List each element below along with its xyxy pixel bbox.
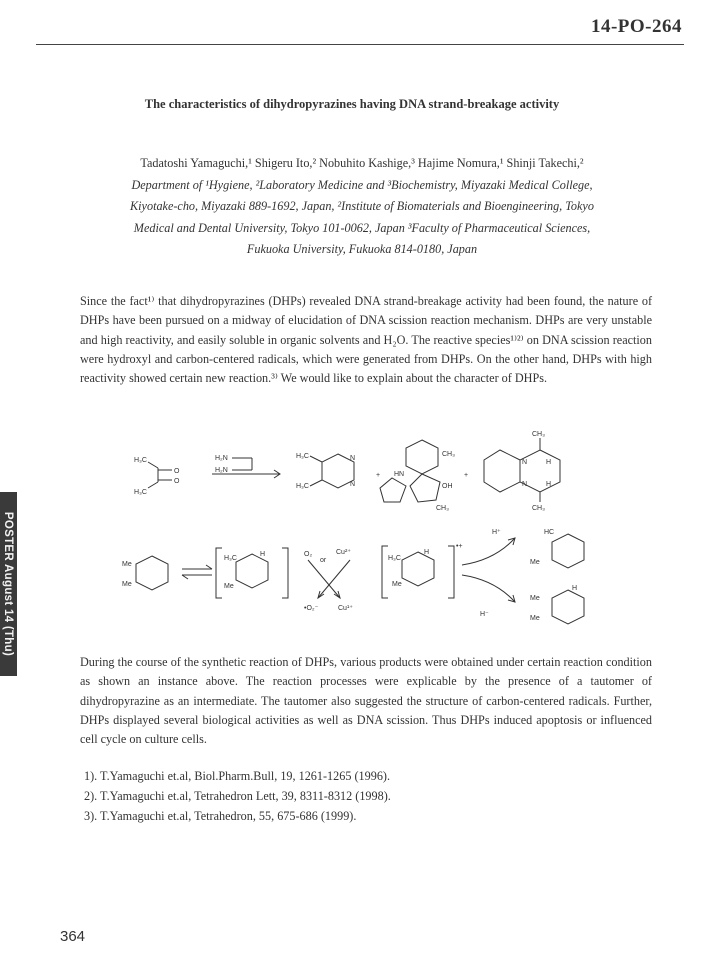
label-h3c: H₃C (296, 483, 309, 490)
reference-item: 2). T.Yamaguchi et.al, Tetrahedron Lett, 39, 8311-8312 (1998). (84, 788, 391, 803)
intro-paragraph: Since the fact¹⁾ that dihydropyrazines (DHPs) revealed DNA strand-breakage activity had been found, the nature of DHPs have been pursued on a midway of elucidation of DNA scission reaction mechanism. DHPs are very unstable and high reactivity, and easily soluble in organic solvents and H₂O. The reactive species¹⁾²⁾ on DNA scission reaction were hydroxyl and carbon-centered radicals, which were generated from DHPs. On the other hand, DHPs with high reactivity showed certain new reaction.³⁾ We would like to explain about the character of DHPs. (80, 294, 652, 386)
label-oh: OH (442, 483, 453, 490)
label-n: N (522, 481, 528, 488)
label-me: Me (530, 595, 540, 602)
label-h2n: H₂N (215, 467, 228, 474)
label-or: or (320, 557, 327, 564)
page-number: 364 (60, 928, 86, 945)
label-n: N (350, 455, 356, 462)
label-plus: + (376, 472, 381, 479)
affiliation-line: Fukuoka University, Fukuoka 814-0180, Japan (246, 242, 478, 256)
session-tab (0, 492, 17, 676)
label-h3c: H₃C (134, 457, 147, 464)
author-names: Tadatoshi Yamaguchi,¹ Shigeru Ito,² Nobuhito Kashige,³ Hajime Nomura,¹ Shinji Takechi,² (140, 156, 584, 170)
label-h: H (424, 549, 430, 556)
label-h: H (546, 481, 552, 488)
label-o: O (174, 478, 180, 485)
label-cu2: Cu²⁺ (336, 549, 351, 556)
affiliation-line: Department of ¹Hygiene, ²Laboratory Medicine and ³Biochemistry, Miyazaki Medical College, (131, 177, 593, 192)
affiliation-line: Kiyotake-cho, Miyazaki 889-1692, Japan, ²Institute of Biomaterials and Bioengineering, Tokyo (130, 199, 594, 213)
abstract-code: 14-PO-264 (590, 16, 682, 37)
label-h: H (260, 551, 266, 558)
reaction-scheme (100, 430, 620, 640)
label-me: Me (530, 615, 540, 622)
discussion-paragraph: During the course of the synthetic reaction of DHPs, various products were obtained under certain reaction condition as shown an instance above. The reaction processes were explicable by the presence of a tautomer of dihydropyrazine as an intermediate. The tautomer also suggested the structure of carbon-centered radicals. Further, DHPs displayed several biological activities as well as DNA scission. Thus DHPs induced apoptosis or influenced cell cycle on culture cells. (80, 655, 652, 747)
label-ch3: CH₃ (532, 505, 545, 512)
label-hn: HN (394, 471, 405, 478)
paper-title: The characteristics of dihydropyrazines having DNA strand-breakage activity (144, 97, 560, 111)
reference-item: 1). T.Yamaguchi et.al, Biol.Pharm.Bull, 19, 1261-1265 (1996). (84, 769, 391, 783)
label-n: N (350, 481, 356, 488)
affiliation-line: Medical and Dental University, Tokyo 101-0062, Japan ³Faculty of Pharmaceutical Sciences, (133, 220, 591, 235)
label-hminus: H⁻ (480, 611, 489, 618)
label-me: Me (122, 561, 132, 568)
label-h: H (546, 459, 552, 466)
label-h2n: H₂N (215, 455, 228, 462)
label-h3c: H₃C (134, 489, 147, 496)
author-block (60, 153, 664, 261)
label-o2: O₂ (304, 551, 313, 558)
label-ch3: CH₃ (442, 451, 455, 458)
label-plus: + (464, 472, 469, 479)
label-o2rad: •O₂⁻ (304, 605, 319, 612)
label-n: N (522, 459, 528, 466)
label-h3c: H₃C (224, 555, 237, 562)
label-o: O (174, 468, 180, 475)
label-me: Me (122, 581, 132, 588)
label-ch3: CH₃ (436, 505, 449, 512)
label-me: Me (392, 581, 402, 588)
reference-item: 3). T.Yamaguchi et.al, Tetrahedron, 55, 675-686 (1999). (84, 808, 357, 823)
label-hc: HC (544, 529, 555, 536)
label-cu1: Cu¹⁺ (338, 605, 353, 612)
label-me: Me (530, 559, 540, 566)
label-h3c: H₃C (388, 555, 401, 562)
label-hplus: H⁺ (492, 529, 501, 536)
label-ch3: CH₃ (532, 431, 545, 438)
label-h: H (572, 585, 578, 592)
label-h3c: H₃C (296, 453, 309, 460)
header-rule (36, 44, 684, 45)
reference-list (84, 767, 391, 826)
session-tab-label: POSTER August 14 (Thu) (2, 511, 14, 657)
label-me: Me (224, 583, 234, 590)
label-dot-plus: •+ (456, 543, 463, 550)
